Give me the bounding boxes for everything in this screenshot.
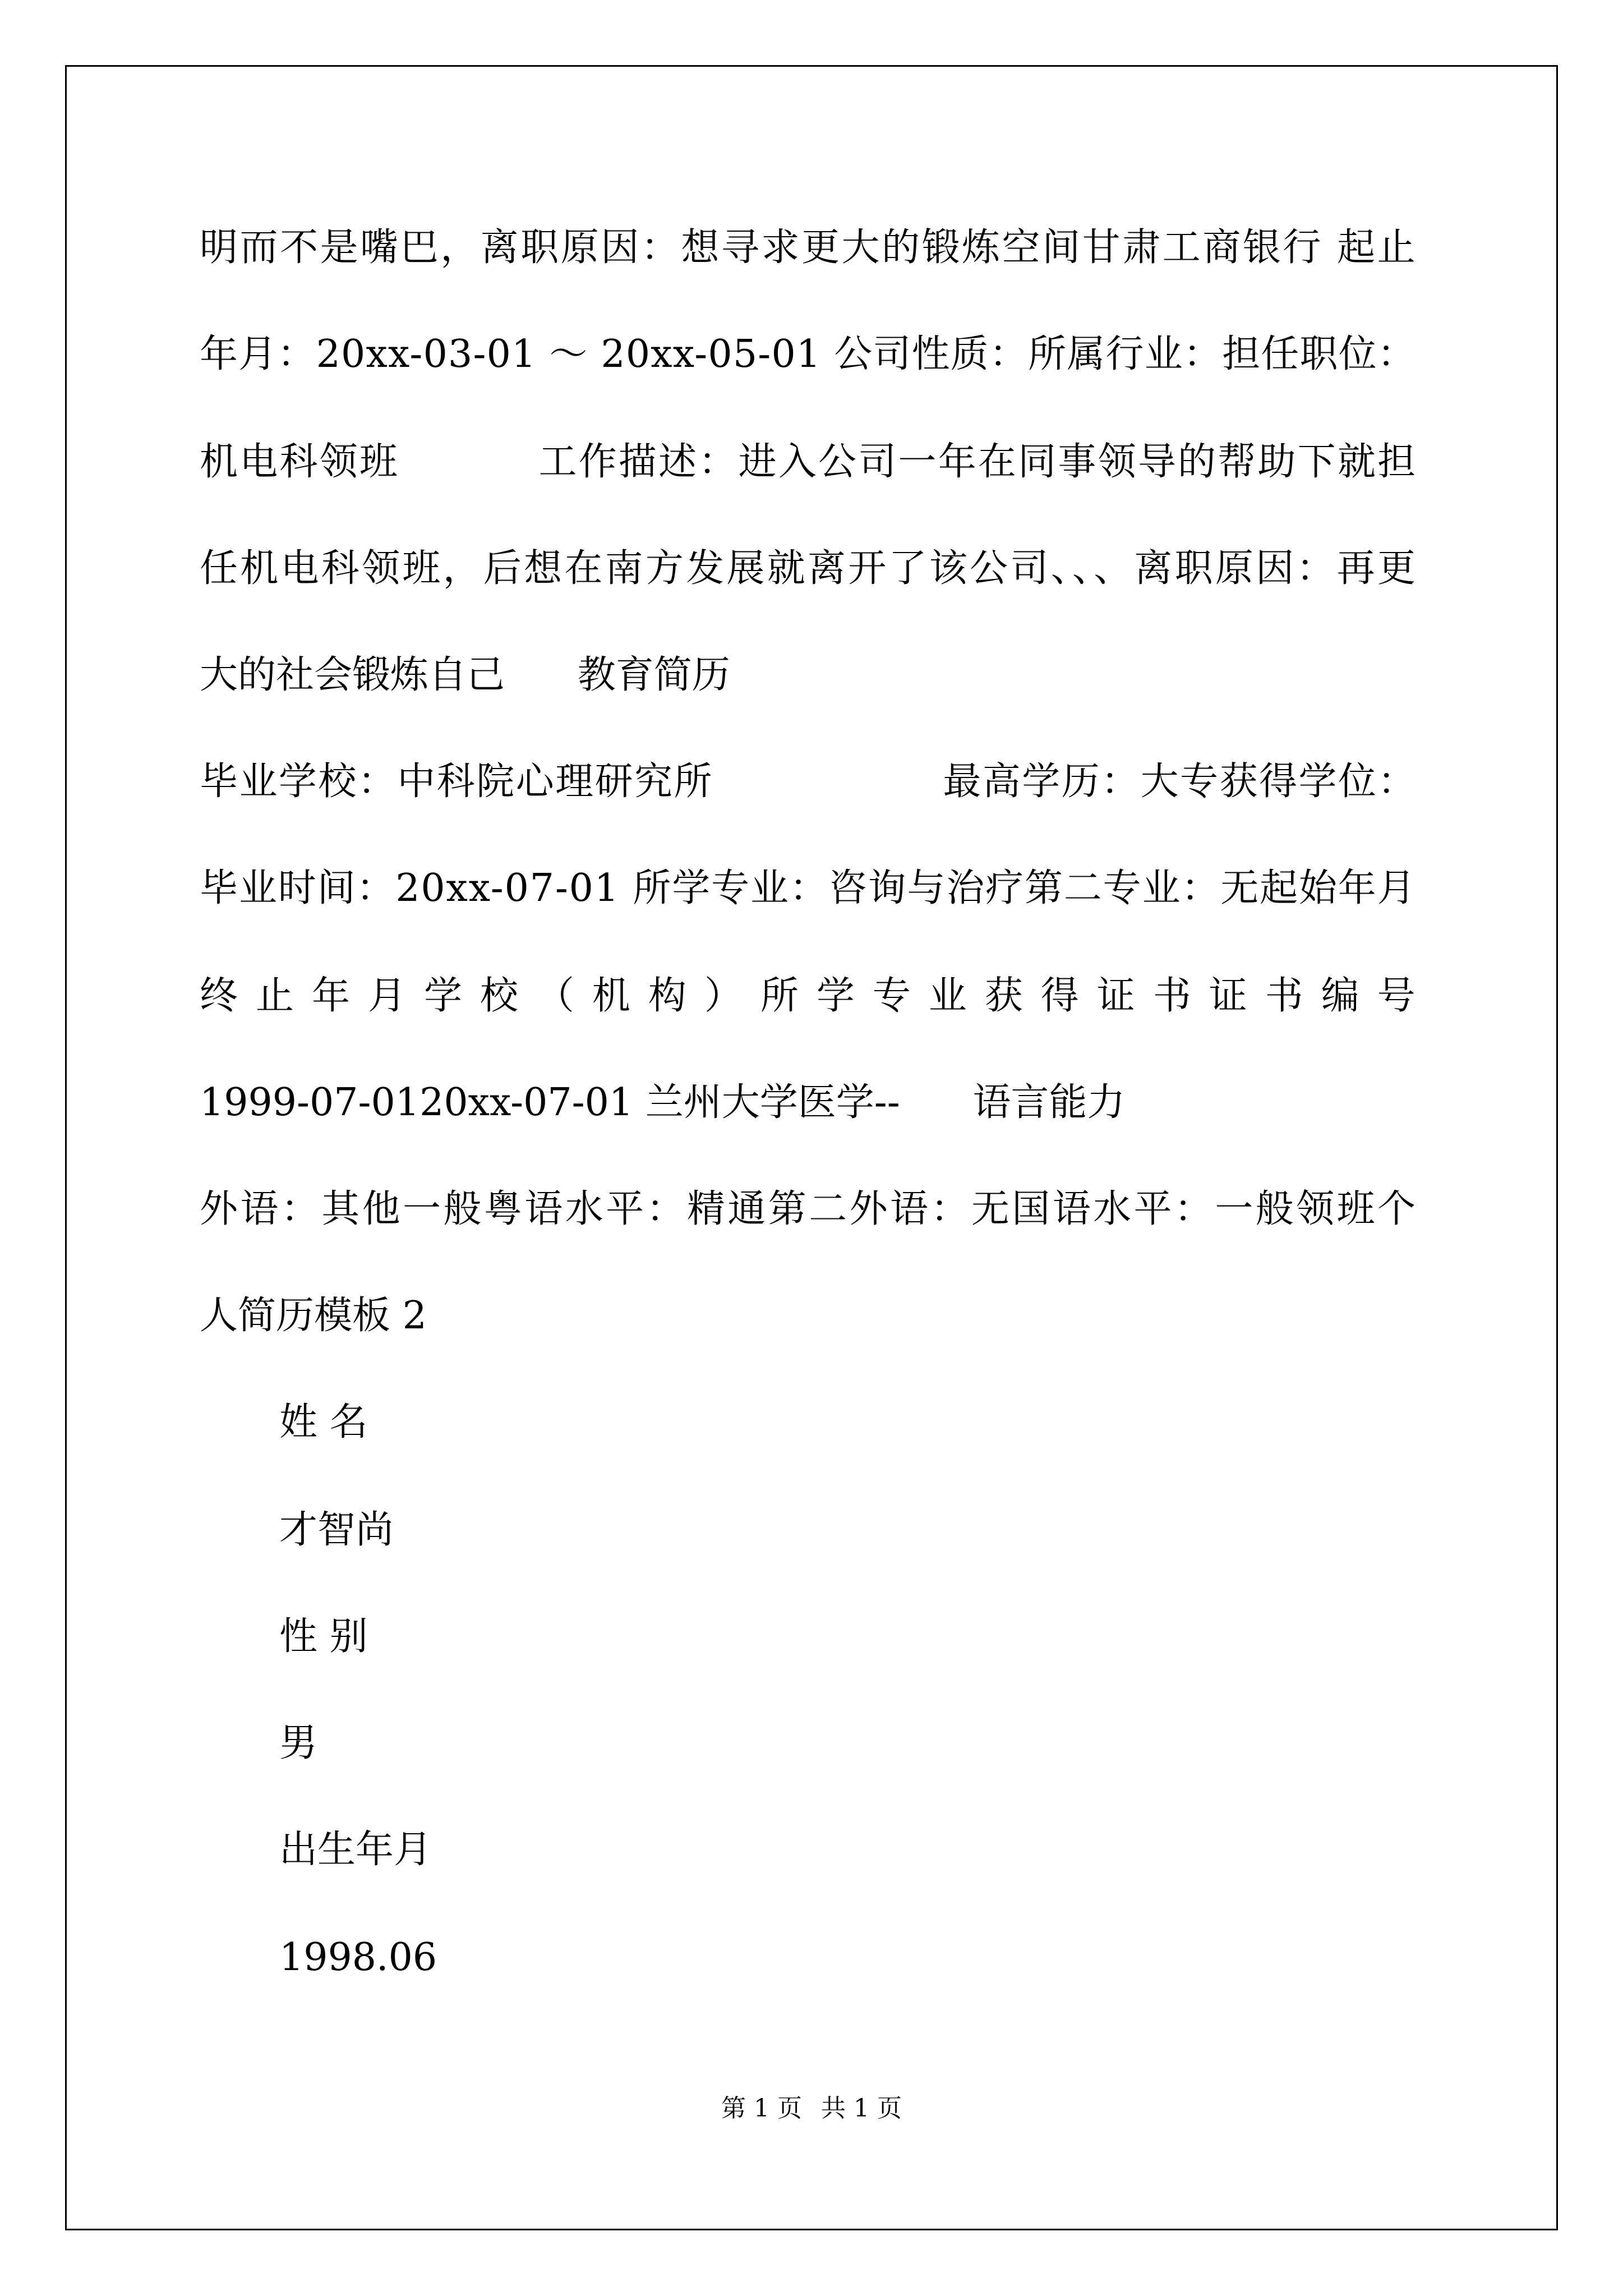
text-line-8-char: 证 [1209, 974, 1247, 1018]
page-footer [0, 2096, 1623, 2121]
text-line-8-char: 编 [1321, 974, 1359, 1018]
text-line-8-char: 业 [928, 974, 967, 1018]
birth-label: 出生年月 [279, 1828, 432, 1872]
text-line-8-char: ） [704, 974, 743, 1018]
text-line-8-char: 学 [423, 974, 462, 1018]
page-border [65, 65, 1558, 2230]
text-line-7: 毕业时间：20xx-07-01 所学专业：咨询与治疗第二专业：无起始年月 [200, 866, 1417, 910]
text-line-3: 机电科领班 工作描述：进入公司一年在同事领导的帮助下就担 [200, 440, 1418, 484]
text-line-9: 1999-07-0120xx-07-01 兰州大学医学-- 语言能力 [200, 1080, 1126, 1125]
text-line-8-char: 校 [479, 974, 518, 1018]
text-line-8-char: 书 [1265, 974, 1303, 1018]
name-value: 才智尚 [279, 1508, 394, 1552]
text-line-11: 人简历模板 2 [200, 1294, 427, 1338]
text-line-8-char: 得 [1040, 974, 1079, 1018]
text-line-5: 大的社会锻炼自己 教育简历 [200, 653, 730, 697]
birth-value: 1998.06 [279, 1935, 437, 1980]
text-line-8-char: 获 [984, 974, 1023, 1018]
gender-label: 性 别 [279, 1614, 368, 1659]
page-total: 共 1 页 [821, 2094, 902, 2123]
text-line-8 [200, 974, 1415, 1018]
text-line-8-char: 月 [367, 974, 406, 1018]
text-line-8-char: 止 [255, 974, 294, 1018]
text-line-8-char: 所 [760, 974, 799, 1018]
text-line-8-char: 终 [200, 974, 238, 1018]
text-line-8-char: 专 [872, 974, 911, 1018]
text-line-8-char: 机 [592, 974, 630, 1018]
text-line-1: 明而不是嘴巴，离职原因：想寻求更大的锻炼空间甘肃工商银行 起止 [200, 226, 1418, 270]
text-line-8-char: 证 [1096, 974, 1135, 1018]
text-line-8-char: 学 [816, 974, 855, 1018]
text-line-6: 毕业学校：中科院心理研究所 最高学历：大专获得学位： [200, 760, 1417, 804]
text-line-8-char: 书 [1152, 974, 1191, 1018]
name-label: 姓 名 [279, 1400, 368, 1444]
page-number: 第 1 页 [721, 2094, 802, 2123]
text-line-4: 任机电科领班，后想在南方发展就离开了该公司、、、离职原因：再更 [200, 546, 1418, 591]
text-line-8-char: （ [536, 974, 574, 1018]
text-line-2: 年月：20xx-03-01 ～ 20xx-05-01 公司性质：所属行业：担任职位： [200, 332, 1417, 376]
gender-value: 男 [279, 1721, 318, 1765]
text-line-8-char: 号 [1377, 974, 1415, 1018]
text-line-8-char: 年 [311, 974, 350, 1018]
text-line-10: 外语：其他一般粤语水平：精通第二外语：无国语水平：一般领班个 [200, 1187, 1418, 1231]
text-line-8-char: 构 [648, 974, 686, 1018]
